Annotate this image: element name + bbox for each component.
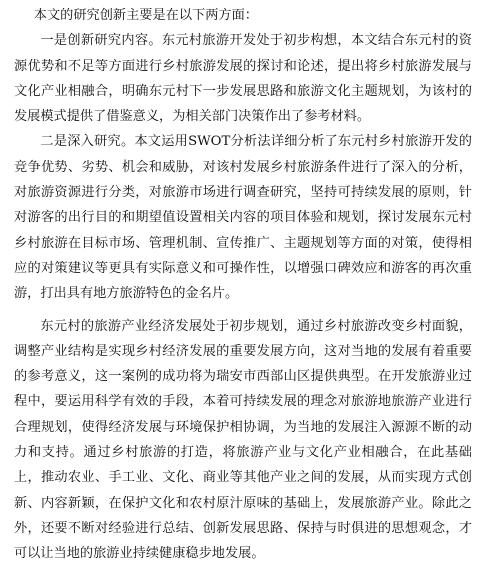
tourism-development-paragraph: 东元村的旅游产业经济发展处于初步规划，通过乡村旅游改变乡村面貌，调整产业结构是实现乡村经济发展的重要发展方向，这对当地的发展有着重要的参考意义，这一案例的成功将为瑞安市西部山区提供典型。在开发旅游业过程中，要运用科学有效的手段，本着可持续发展的理念对旅游地旅游产业进行合理规划，使得经济发展与环境保护相协调，为当地的发展注入源源不断的动力和支持。通过乡村旅游的打造，将旅游产业与文化产业相融合，在此基础上，推动农业、手工业、文化、商业等其他产业之间的发展，从而实现方式创新、内容新颖，在保护文化和农村原汁原味的基础上，发展旅游产业。除此之外，还要不断对经验进行总结、创新发展思路、保持与时俱进的思想观念，才可以让当地的旅游业持续健康稳步地发展。 bbox=[14, 318, 472, 562]
innovation-content-paragraph: 一是创新研究内容。东元村旅游开发处于初步构想，本文结合东元村的资源优势和不足等方面进行乡村旅游发展的探讨和论述，提出将乡村旅游发展与文化产业相融合，明确东元村下一步发展思路和旅游文化主题规划，为该村的发展模式提供了借鉴意义，为相关部门决策作出了参考材料。 bbox=[14, 33, 472, 125]
intro-paragraph: 本文的研究创新主要是在以下两方面： bbox=[33, 8, 258, 23]
in-depth-research-paragraph: 二是深入研究。本文运用SWOT分析法详细分析了东元村乡村旅游开发的竞争优势、劣势、机会和威胁，对该村发展乡村旅游条件进行了深入的分析，对旅游资源进行分类，对旅游市场进行调查研究，坚持可持续发展的原则，针对游客的出行目的和期望值设置相关内容的项目体验和规划，探讨发展东元村乡村旅游在目标市场、管理机制、宣传推广、主题规划等方面的对策，使得相应的对策建议等更具有实际意义和可操作性，以增强口碑效应和游客的再次重游，打出具有地方旅游特色的金名片。 bbox=[14, 134, 472, 302]
document-body bbox=[14, 3, 472, 567]
